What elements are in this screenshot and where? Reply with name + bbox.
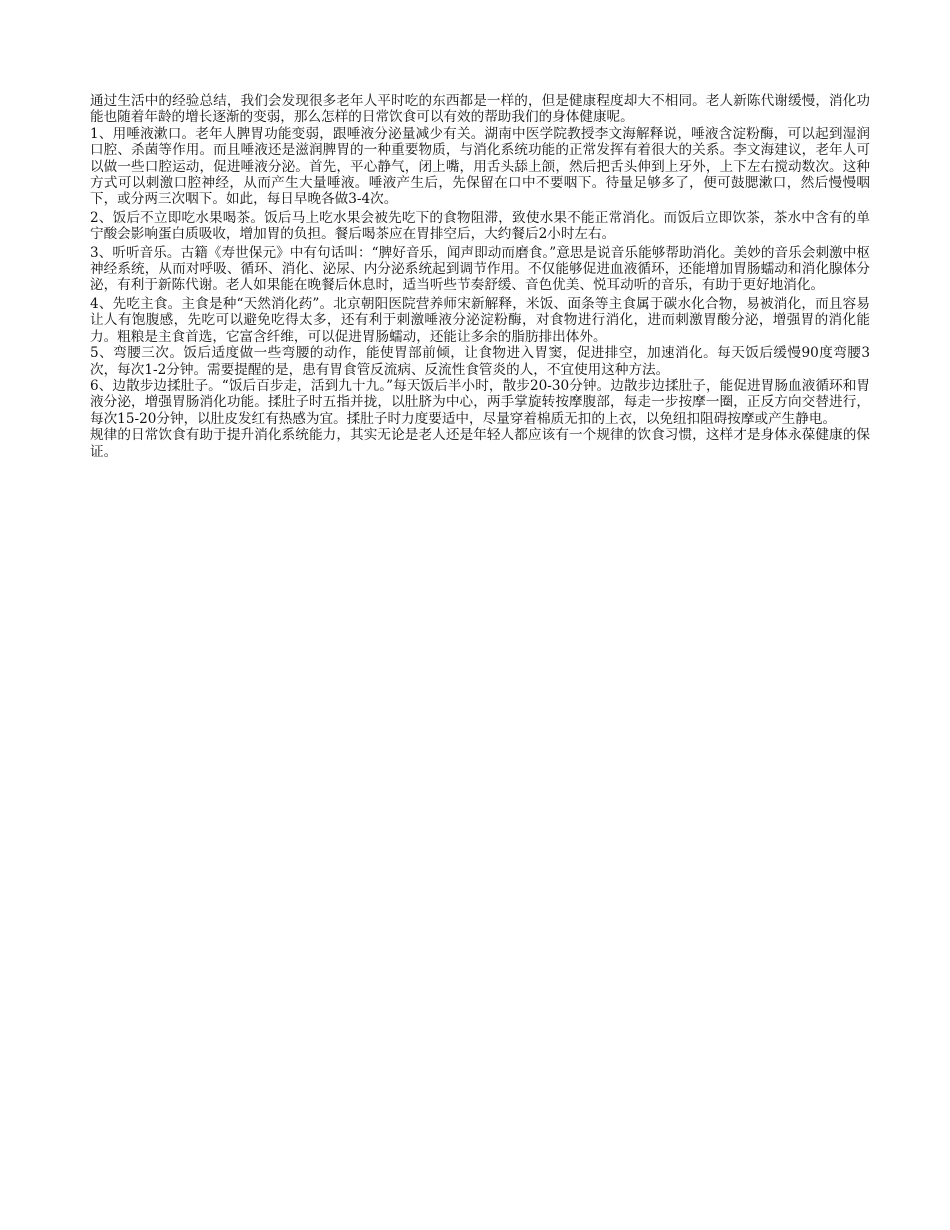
document-body xyxy=(90,93,870,460)
tip-4-paragraph: 4、先吃主食。主食是种“天然消化药”。北京朝阳医院营养师宋新解释，米饭、面条等主食属于碳水化合物，易被消化，而且容易让人有饱腹感，先吃可以避免吃得太多，还有利于刺激唾液分泌淀粉酶，对食物进行消化，进而刺激胃酸分泌，增强胃的消化能力。粗粮是主食首选，它富含纤维，可以促进胃肠蠕动，还能让多余的脂肪排出体外。 xyxy=(90,295,870,345)
tip-3-paragraph: 3、听听音乐。古籍《寿世保元》中有句话叫：“脾好音乐，闻声即动而磨食。”意思是说音乐能够帮助消化。美妙的音乐会刺激中枢神经系统，从而对呼吸、循环、消化、泌尿、内分泌系统起到调节作用。不仅能够促进血液循环，还能增加胃肠蠕动和消化腺体分泌，有利于新陈代谢。老人如果能在晚餐后休息时，适当听些节奏舒缓、音色优美、悦耳动听的音乐，有助于更好地消化。 xyxy=(90,244,870,294)
tip-1-paragraph: 1、用唾液漱口。老年人脾胃功能变弱，跟唾液分泌量减少有关。湖南中医学院教授李文海解释说，唾液含淀粉酶，可以起到湿润口腔、杀菌等作用。而且唾液还是滋润脾胃的一种重要物质，与消化系统功能的正常发挥有着很大的关系。李文海建议，老年人可以做一些口腔运动，促进唾液分泌。首先，平心静气，闭上嘴，用舌头舔上颌，然后把舌头伸到上牙外，上下左右搅动数次。这种方式可以刺激口腔神经，从而产生大量唾液。唾液产生后，先保留在口中不要咽下。待量足够多了，便可鼓腮漱口，然后慢慢咽下，或分两三次咽下。如此，每日早晚各做3-4次。 xyxy=(90,125,870,208)
conclusion-paragraph: 规律的日常饮食有助于提升消化系统能力，其实无论是老人还是年轻人都应该有一个规律的饮食习惯，这样才是身体永葆健康的保证。 xyxy=(90,427,870,460)
tip-6-paragraph: 6、边散步边揉肚子。“饭后百步走，活到九十九。”每天饭后半小时，散步20-30分钟。边散步边揉肚子，能促进胃肠血液循环和胃液分泌，增强胃肠消化功能。揉肚子时五指并拢，以肚脐为中心，两手掌旋转按摩腹部，每走一步按摩一圈，正反方向交替进行，每次15-20分钟，以肚皮发红有热感为宜。揉肚子时力度要适中，尽量穿着棉质无扣的上衣，以免纽扣阻碍按摩或产生静电。 xyxy=(90,377,870,427)
intro-paragraph: 通过生活中的经验总结，我们会发现很多老年人平时吃的东西都是一样的，但是健康程度却大不相同。老人新陈代谢缓慢，消化功能也随着年龄的增长逐渐的变弱，那么怎样的日常饮食可以有效的帮助我们的身体健康呢。 xyxy=(90,93,870,126)
tip-2-paragraph: 2、饭后不立即吃水果喝茶。饭后马上吃水果会被先吃下的食物阻滞，致使水果不能正常消化。而饭后立即饮茶，茶水中含有的单宁酸会影响蛋白质吸收，增加胃的负担。餐后喝茶应在胃排空后，大约餐后2小时左右。 xyxy=(90,209,870,243)
tip-5-paragraph: 5、弯腰三次。饭后适度做一些弯腰的动作，能使胃部前倾，让食物进入胃窦，促进排空，加速消化。每天饭后缓慢90度弯腰3次，每次1-2分钟。需要提醒的是，患有胃食管反流病、反流性食管炎的人，不宜使用这种方法。 xyxy=(90,345,870,378)
